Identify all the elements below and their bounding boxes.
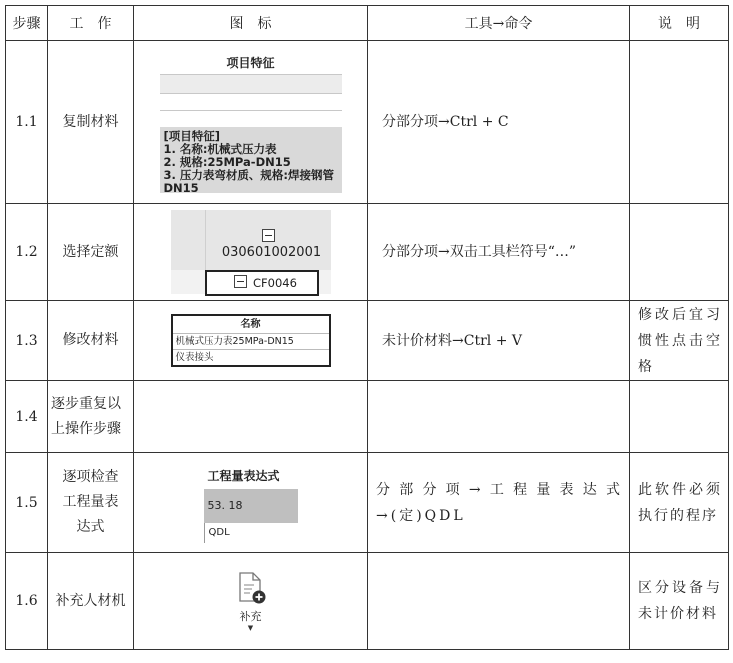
- table-row: [6, 204, 729, 301]
- icon-cell: [134, 301, 368, 381]
- tree-node-sub: [205, 270, 319, 296]
- header-command: 工具→命令: [368, 6, 630, 41]
- step-cell: 1.3: [6, 301, 48, 381]
- grid-band: [160, 74, 342, 94]
- header-icon: 图 标: [134, 6, 368, 41]
- quota-code: CF0046: [253, 276, 297, 290]
- quantity-value: 53. 18: [204, 489, 298, 523]
- icon-cell: [134, 204, 368, 301]
- quantity-expression-screenshot: [204, 463, 298, 543]
- quota-tree-screenshot: [171, 210, 331, 294]
- table-row: [6, 453, 729, 553]
- note-cell: 修改后宜习惯性点击空格: [630, 301, 729, 381]
- step-cell: 1.4: [6, 381, 48, 453]
- material-name-screenshot: [171, 314, 331, 367]
- project-feature-text: [160, 127, 342, 193]
- note-cell: [630, 381, 729, 453]
- table-row: [6, 41, 729, 204]
- feature-line: 2. 规格:25MPa-DN15: [163, 154, 291, 169]
- tree-node-code: [213, 229, 331, 260]
- note-cell: [630, 41, 729, 204]
- work-cell: 复制材料: [48, 41, 134, 204]
- note-cell: [630, 204, 729, 301]
- grid-gap: [160, 111, 342, 127]
- table-row: [6, 381, 729, 453]
- step-cell: 1.2: [6, 204, 48, 301]
- command-cell: [368, 381, 630, 453]
- collapse-icon: [262, 229, 275, 242]
- header-note: 说 明: [630, 6, 729, 41]
- work-cell: 选择定额: [48, 204, 134, 301]
- material-line: 机械式压力表25MPa-DN15: [173, 333, 329, 349]
- command-cell: [368, 553, 630, 650]
- item-code: 030601002001: [221, 245, 322, 260]
- header-step: 步骤: [6, 6, 48, 41]
- work-cell: 补充人材机: [48, 553, 134, 650]
- icon-cell: [134, 381, 368, 453]
- document-add-icon: [234, 570, 268, 606]
- table-row: [6, 301, 729, 381]
- grid-gap: [160, 94, 342, 111]
- feature-line: [项目特征]: [163, 128, 221, 143]
- command-cell: 分部分项→Ctrl + C: [368, 41, 630, 204]
- feature-line: 1. 名称:机械式压力表: [163, 141, 277, 156]
- note-cell: 区分设备与未计价材料: [630, 553, 729, 650]
- icon-cell: [134, 41, 368, 204]
- command-cell: 未计价材料→Ctrl + V: [368, 301, 630, 381]
- icon-cell: [134, 453, 368, 553]
- command-cell: 分部分项→工程量表达式→(定)QDL: [368, 453, 630, 553]
- note-cell: 此软件必须执行的程序: [630, 453, 729, 553]
- material-line: 仪表接头: [173, 349, 329, 365]
- supplement-button[interactable]: [221, 570, 281, 632]
- project-feature-screenshot: [160, 52, 342, 193]
- supplement-label: 补充: [239, 610, 262, 623]
- steps-table: [5, 5, 729, 650]
- step-cell: 1.6: [6, 553, 48, 650]
- step-cell: 1.1: [6, 41, 48, 204]
- header-row: [6, 6, 729, 41]
- icon-cell: [134, 553, 368, 650]
- quantity-code: QDL: [204, 523, 298, 543]
- collapse-icon: [234, 275, 247, 288]
- project-feature-title: 项目特征: [226, 55, 275, 70]
- command-cell: 分部分项→双击工具栏符号“…”: [368, 204, 630, 301]
- work-cell: 逐步重复以上操作步骤: [48, 381, 134, 453]
- feature-line: 3. 压力表弯材质、规格:焊接钢管DN15: [163, 167, 334, 195]
- table-row: [6, 553, 729, 650]
- header-work: 工 作: [48, 6, 134, 41]
- work-cell: 逐项检查工程量表达式: [48, 453, 134, 553]
- quantity-expression-header: 工程量表达式: [207, 468, 280, 483]
- step-cell: 1.5: [6, 453, 48, 553]
- chevron-down-icon: ▼: [247, 624, 254, 632]
- material-name-header: 名称: [240, 319, 261, 330]
- work-cell: 修改材料: [48, 301, 134, 381]
